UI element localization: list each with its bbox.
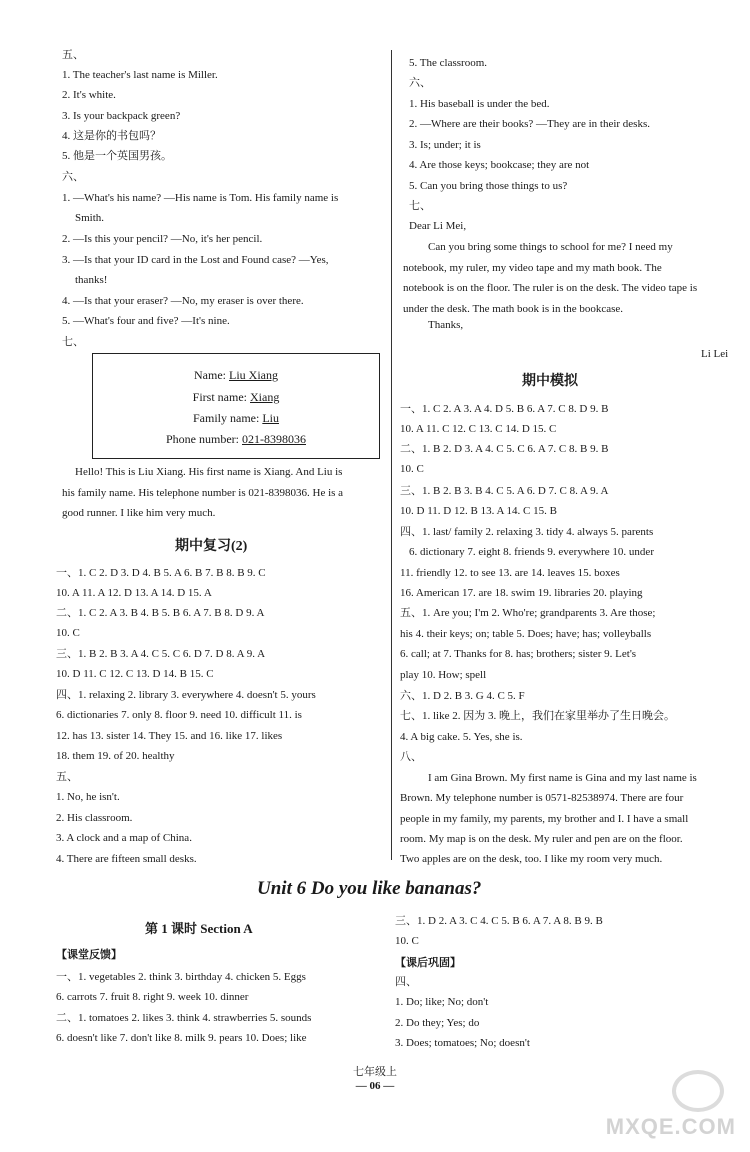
card-value: 021-8398036 — [242, 432, 306, 446]
card-name-row — [93, 368, 379, 383]
card-value: Xiang — [250, 390, 280, 404]
essay-line: Brown. My telephone number is 0571-82538974. There are four — [400, 792, 684, 804]
midterm-line: 八、 — [400, 751, 422, 763]
review-line: 1. No, he isn't. — [56, 791, 120, 803]
review-line: 三、1. B 2. B 3. A 4. C 5. C 6. D 7. D 8. A 9. A — [56, 648, 266, 660]
review-line: 10. D 11. C 12. C 13. D 14. B 15. C — [56, 668, 214, 680]
letter-closing: Thanks, — [428, 319, 464, 331]
card-phone-row — [93, 432, 379, 447]
review-line: 二、1. C 2. A 3. B 4. B 5. B 6. A 7. B 8. D 9. A — [56, 607, 265, 619]
midterm-line: 10. A 11. C 12. C 13. C 14. D 15. C — [400, 423, 557, 435]
section-6-heading: 六、 — [62, 171, 84, 183]
paragraph-line: his family name. His telephone number is 021-8398036. He is a — [62, 487, 344, 499]
card-label: Phone number: — [166, 432, 242, 446]
midterm-line: 三、1. B 2. B 3. B 4. C 5. A 6. D 7. C 8. A 9. A — [400, 485, 609, 497]
review-line: 4. There are fifteen small desks. — [56, 853, 197, 865]
answer-line: 四、 — [395, 976, 417, 988]
midterm-line: 6. call; at 7. Thanks for 8. has; brothers; sister 9. Let's — [400, 648, 637, 660]
review-line: 3. A clock and a map of China. — [56, 832, 192, 844]
midterm-line: 16. American 17. are 18. swim 19. libraries 20. playing — [400, 587, 643, 599]
midterm-line: 10. D 11. D 12. B 13. A 14. C 15. B — [400, 505, 557, 517]
grade-label: 七年级上 — [353, 1066, 397, 1078]
section-5-heading: 五、 — [62, 49, 84, 61]
answer-line: 3. Is; under; it is — [409, 139, 481, 151]
page-number: — 06 — — [355, 1080, 395, 1092]
answer-line: 4. —Is that your eraser? —No, my eraser is over there. — [62, 295, 304, 307]
column-divider — [391, 50, 392, 860]
classroom-feedback-heading: 【课堂反馈】 — [56, 949, 122, 961]
review-line: 6. dictionaries 7. only 8. floor 9. need 10. difficult 11. is — [56, 709, 302, 721]
answer-line: 5. Can you bring those things to us? — [409, 180, 568, 192]
unit-title: Unit 6 Do you like bananas? — [257, 878, 482, 899]
answer-line: 1. The teacher's last name is Miller. — [62, 69, 218, 81]
midterm-title: 期中模拟 — [522, 374, 578, 389]
card-value: Liu Xiang — [229, 368, 278, 382]
paragraph-line: Hello! This is Liu Xiang. His first name is Xiang. And Liu is — [75, 466, 343, 478]
essay-line: people in my family, my parents, my brother and I. I have a small — [400, 813, 689, 825]
midterm-line: play 10. How; spell — [400, 669, 487, 681]
midterm-line: 11. friendly 12. to see 13. are 14. leaves 15. boxes — [400, 567, 620, 579]
watermark: MXQE.COM — [605, 1114, 736, 1139]
review-line: 18. them 19. of 20. healthy — [56, 750, 175, 762]
review-line: 一、1. C 2. D 3. D 4. B 5. A 6. B 7. B 8. B 9. C — [56, 567, 266, 579]
section-6-heading: 六、 — [409, 77, 431, 89]
card-label: Name: — [194, 368, 229, 382]
answer-line: 2. —Where are their books? —They are in their desks. — [409, 118, 650, 130]
answer-line: 1. —What's his name? —His name is Tom. His family name is — [62, 192, 339, 204]
review-line: 10. A 11. A 12. D 13. A 14. D 15. A — [56, 587, 212, 599]
review-line: 12. has 13. sister 14. They 15. and 16. like 17. likes — [56, 730, 283, 742]
letter-greeting: Dear Li Mei, — [409, 220, 467, 232]
letter-line: Can you bring some things to school for me? I need my — [428, 241, 673, 253]
midterm-line: 七、1. like 2. 因为 3. 晚上，我们在家里举办了生日晚会。 — [400, 710, 675, 722]
answer-line: 三、1. D 2. A 3. C 4. C 5. B 6. A 7. A 8. B 9. B — [395, 915, 603, 927]
answer-line: 5. —What's four and five? —It's nine. — [62, 315, 230, 327]
midterm-line: 4. A big cake. 5. Yes, she is. — [400, 731, 523, 743]
answer-line: thanks! — [75, 274, 108, 286]
card-value: Liu — [262, 411, 279, 425]
answer-line: 2. —Is this your pencil? —No, it's her pencil. — [62, 233, 263, 245]
answer-line: 10. C — [395, 935, 419, 947]
letter-line: notebook is on the floor. The ruler is on the desk. The video tape is — [403, 282, 698, 294]
answer-line: 5. The classroom. — [409, 57, 488, 69]
review-line: 四、1. relaxing 2. library 3. everywhere 4. doesn't 5. yours — [56, 689, 316, 701]
midterm-line: 6. dictionary 7. eight 8. friends 9. everywhere 10. under — [409, 546, 654, 558]
feedback-line: 二、1. tomatoes 2. likes 3. think 4. strawberries 5. sounds — [56, 1012, 312, 1024]
card-label: First name: — [192, 390, 250, 404]
essay-line: Two apples are on the desk, too. I like my room very much. — [400, 853, 663, 865]
card-first-row — [93, 390, 379, 405]
review-line: 2. His classroom. — [56, 812, 133, 824]
answer-line: 5. 他是一个英国男孩。 — [62, 150, 172, 162]
midterm-line: 六、1. D 2. B 3. G 4. C 5. F — [400, 690, 525, 702]
answer-line: 4. Are those keys; bookcase; they are not — [409, 159, 590, 171]
letter-line: under the desk. The math book is in the bookcase. — [403, 303, 624, 315]
after-class-heading: 【课后巩固】 — [395, 957, 461, 969]
midterm-line: 二、1. B 2. D 3. A 4. C 5. C 6. A 7. C 8. B 9. B — [400, 443, 609, 455]
card-family-row — [93, 411, 379, 426]
feedback-line: 一、1. vegetables 2. think 3. birthday 4. chicken 5. Eggs — [56, 971, 306, 983]
section-7-heading: 七、 — [62, 336, 84, 348]
answer-line: 4. 这是你的书包吗？ — [62, 130, 161, 142]
essay-line: room. My map is on the desk. My ruler and pen are on the floor. — [400, 833, 683, 845]
info-card — [92, 353, 380, 459]
answer-line: 3. Is your backpack green? — [62, 110, 181, 122]
answer-line: 3. —Is that your ID card in the Lost and Found case? —Yes, — [62, 254, 329, 266]
letter-line: notebook, my ruler, my video tape and my math book. The — [403, 262, 662, 274]
essay-line: I am Gina Brown. My first name is Gina and my last name is — [428, 772, 697, 784]
paragraph-line: good runner. I like him very much. — [62, 507, 216, 519]
midterm-line: 四、1. last/ family 2. relaxing 3. tidy 4. always 5. parents — [400, 526, 654, 538]
card-label: Family name: — [193, 411, 263, 425]
midterm-line: 五、1. Are you; I'm 2. Who're; grandparents 3. Are those; — [400, 607, 656, 619]
midterm-line: his 4. their keys; on; table 5. Does; have; has; volleyballs — [400, 628, 652, 640]
review-line: 10. C — [56, 627, 80, 639]
answer-line: 1. Do; like; No; don't — [395, 996, 489, 1008]
answer-line: 2. It's white. — [62, 89, 116, 101]
letter-signature: Li Lei — [701, 348, 729, 360]
review-line: 五、 — [56, 771, 78, 783]
section-7-heading: 七、 — [409, 200, 431, 212]
watermark-logo-icon — [672, 1070, 724, 1112]
feedback-line: 6. doesn't like 7. don't like 8. milk 9. pears 10. Does; like — [56, 1032, 307, 1044]
midterm-line: 10. C — [400, 463, 424, 475]
section-title: 第 1 课时 Section A — [145, 921, 253, 936]
answer-line: 3. Does; tomatoes; No; doesn't — [395, 1037, 530, 1049]
feedback-line: 6. carrots 7. fruit 8. right 9. week 10. dinner — [56, 991, 249, 1003]
midterm-line: 一、1. C 2. A 3. A 4. D 5. B 6. A 7. C 8. D 9. B — [400, 403, 609, 415]
review-title: 期中复习(2) — [175, 539, 248, 554]
answer-line: Smith. — [75, 212, 105, 224]
answer-line: 2. Do they; Yes; do — [395, 1017, 480, 1029]
answer-line: 1. His baseball is under the bed. — [409, 98, 550, 110]
